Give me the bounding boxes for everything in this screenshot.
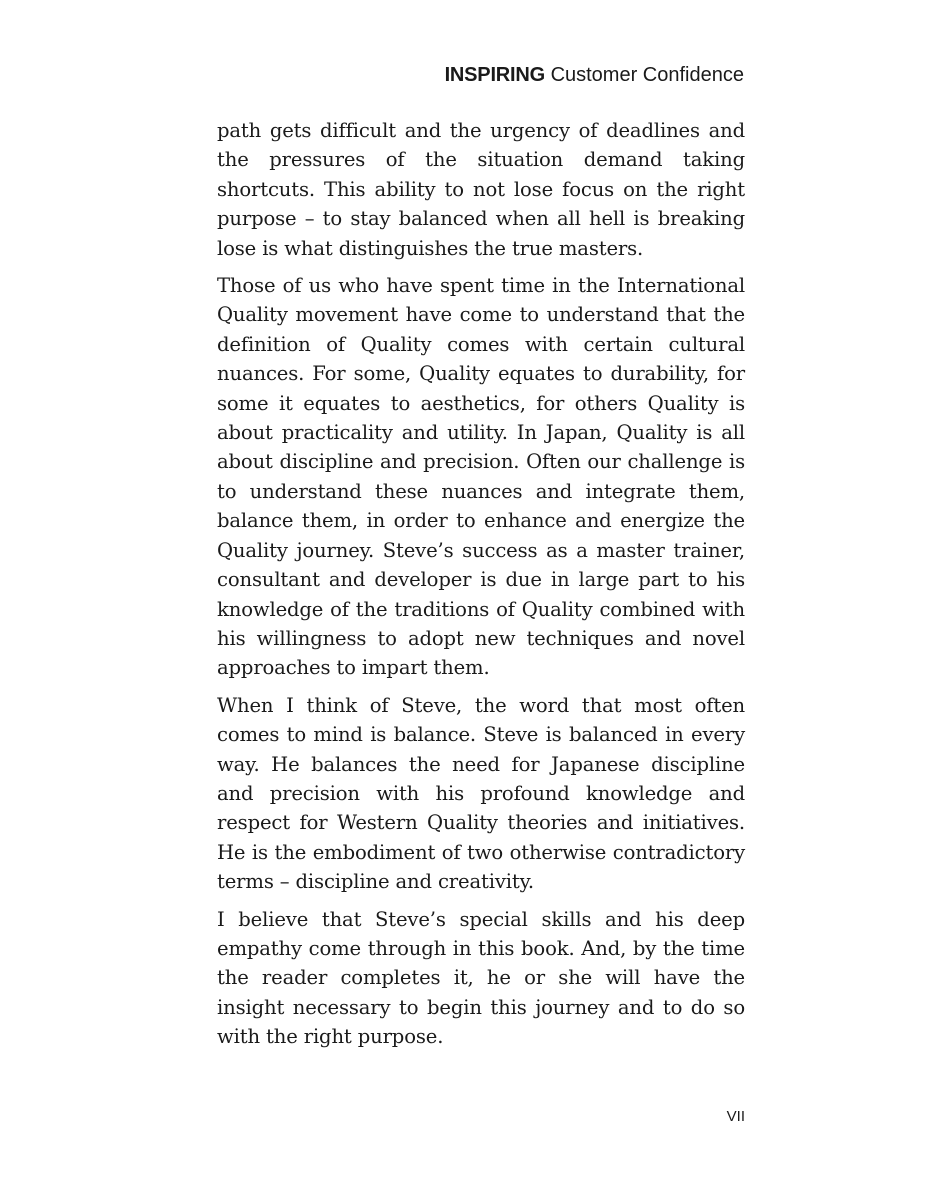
paragraph-1: path gets difficult and the urgency of deadlines and the pressures of the situation demand taking shortcuts. This ability to not lose focus on the right purpose – to stay balanced when all hell is breaking lose is what distinguishes the true masters. [217, 119, 745, 260]
running-head-bold: INSPIRING [444, 64, 545, 86]
paragraph-4: I believe that Steve’s special skills and his deep empathy come through in this book. And, by the time the reader completes it, he or she will have the insight necessary to begin this journey and to do so with the right purpose. [217, 907, 745, 1049]
paragraph-3: When I think of Steve, the word that most often comes to mind is balance. Steve is balanced in every way. He balances the need for Japanese discipline and precision with his profound knowledge and respect for Western Quality theories and initiatives. He is the embodiment of two otherwise contradictory terms – discipline and creativity. [217, 693, 745, 894]
paragraph-2: Those of us who have spent time in the International Quality movement have come to understand that the definition of Quality comes with certain cultural nuances. For some, Quality equates to durability, for some it equates to aesthetics, for others Quality is about practicality and utility. In Japan, Quality is all about discipline and precision. Often our challenge is to understand these nuances and integrate them, balance them, in order to enhance and energize the Quality journey. Steve’s success as a master trainer, consultant and developer is due in large part to his knowledge of the traditions of Quality combined with his willingness to adopt new techniques and novel approaches to impart them. [217, 274, 745, 680]
running-head [445, 64, 744, 87]
body-text [217, 116, 745, 1060]
page-number: VII [726, 1108, 745, 1125]
running-head-title: Customer Confidence [550, 64, 744, 86]
